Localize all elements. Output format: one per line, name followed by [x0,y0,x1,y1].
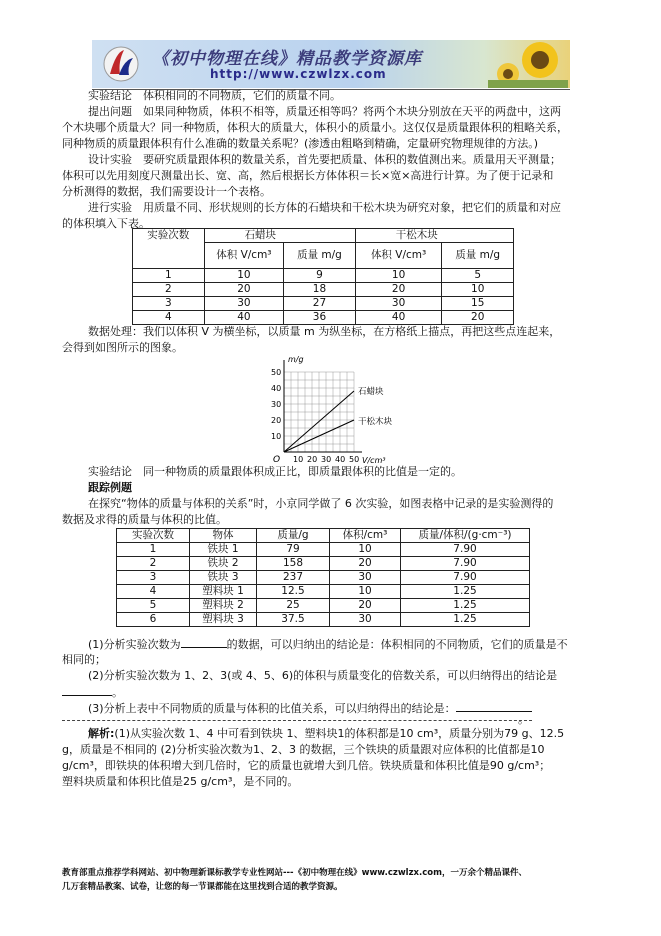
table2-header: 体积/cm³ [330,529,401,543]
design-line-3: 分析测得的数据，我们需要设计一个表格。 [62,185,271,198]
table-cell: 1 [133,269,205,283]
table-cell: 18 [284,283,356,297]
table-header-row [117,529,530,543]
table1-header-wax: 石蜡块 [204,229,355,243]
table-cell: 铁块 2 [190,557,257,571]
analysis-text-1: (1)从实验次数 1、4 中可看到铁块 1、塑料块1的体积都是10 cm³，质量分别为79 g、12.5 [114,727,565,740]
page-footer [62,866,602,894]
table-cell: 3 [117,571,190,585]
banner-url: http://www.czwlzx.com [210,67,387,81]
analysis-line-1 [88,726,564,742]
table-cell: 塑料块 3 [190,613,257,627]
question-line-1: 提出问题 如果同种物质，体积不相等，质量还相等吗？将两个木块分别放在天平的两盘中，这两 [88,105,561,118]
table-cell: 1 [117,543,190,557]
question-1 [88,636,568,653]
question-3 [88,700,532,717]
dashed-divider [62,720,532,722]
table-row [117,599,530,613]
table-cell: 6 [117,613,190,627]
table-cell: 2 [117,557,190,571]
table-cell: 12.5 [257,585,330,599]
table-cell: 9 [284,269,356,283]
conclusion-1: 实验结论 体积相同的不同物质，它们的质量不同。 [88,89,341,102]
graph-grid [284,372,354,452]
x-tick: 10 [293,455,304,464]
footer-line-1: 教育部重点推荐学科网站、初中物理新课标教学专业性网站---《初中物理在线》www.czwlzx.com，一万余个精品课件、 [62,868,527,878]
question-1-suffix: 的数据，可以归纳出的结论是：体积相同的不同物质，它们的质量是不 [226,638,568,651]
example-line-2: 数据及求得的质量与体积的比值。 [62,513,227,526]
table-row [117,613,530,627]
y-tick: 40 [271,384,282,393]
table-row [133,283,514,297]
table1-header-mass: 质量 m/g [442,243,514,269]
table2-header: 质量/g [257,529,330,543]
example-line-1: 在探究“物体的质量与体积的关系”时，小京同学做了 6 次实验，如图表格中记录的是实验测得的 [88,497,554,510]
mass-volume-graph [262,352,437,470]
table-cell: 20 [330,599,401,613]
table-cell: 40 [355,311,442,325]
graph-ylabel: m/g [288,355,304,364]
x-tick: 50 [349,455,360,464]
answer-blank[interactable] [456,700,532,712]
question-2: (2)分析实验次数为 1、2、3(或 4、5、6)的体积与质量变化的倍数关系，可以归纳得出的结论是 [88,669,558,682]
table-cell: 2 [133,283,205,297]
x-tick: 20 [307,455,318,464]
table-cell: 5 [442,269,514,283]
table-cell: 37.5 [257,613,330,627]
table-cell: 20 [330,557,401,571]
table2-header: 质量/体积/(g·cm⁻³) [401,529,530,543]
header-banner [92,40,570,88]
answer-blank[interactable] [62,684,112,696]
table1-header-vol: 体积 V/cm³ [204,243,284,269]
design-line-2: 体积可以先用刻度尺测量出长、宽、高，然后根据长方体体积＝长×宽×高进行计算。为了便于记录和 [62,169,554,182]
banner-title: 《初中物理在线》精品教学资源库 [152,49,422,69]
table-cell: 10 [355,269,442,283]
table-cell: 铁块 1 [190,543,257,557]
table-row [133,297,514,311]
question-2-blank-line [62,684,123,701]
question-3-prefix: (3)分析上表中不同物质的质量与体积的比值关系，可以归纳得出的结论是： [88,702,456,715]
table-cell: 15 [442,297,514,311]
table-cell: 237 [257,571,330,585]
table-cell: 3 [133,297,205,311]
table-cell: 10 [330,543,401,557]
data-processing-line-2: 会得到如图所示的图象。 [62,341,183,354]
answer-blank[interactable] [181,636,227,648]
table-cell: 1.25 [401,585,530,599]
table-cell: 158 [257,557,330,571]
table1-header-vol: 体积 V/cm³ [355,243,442,269]
question-line-3: 同种物质的质量跟体积有什么准确的数量关系呢？(渗透由粗略到精确，定量研究物理规律的方法。) [62,137,539,150]
table1-header-wood: 干松木块 [355,229,513,243]
table-cell: 36 [284,311,356,325]
table-cell: 30 [355,297,442,311]
table-cell: 1.25 [401,613,530,627]
analysis-line-3: g/cm³，即铁块的体积增大到几倍时，它的质量也就增大到几倍。铁块质量和体积比值是90 g/cm³； [62,759,551,772]
analysis-label: 解析: [88,727,115,740]
wax-wood-table [132,228,514,325]
table-cell: 10 [442,283,514,297]
table-cell: 塑料块 1 [190,585,257,599]
analysis-line-2: g，质量是不相同的 (2)分析实验次数为1、2、3 的数据，三个铁块的质量跟对应体积的比值都是10 [62,743,545,756]
table-cell: 20 [355,283,442,297]
y-tick: 20 [271,416,282,425]
table-cell: 27 [284,297,356,311]
table-cell: 79 [257,543,330,557]
question-line-2: 个木块哪个质量大？同一种物质，体积大的质量大，体积小的质量小。这仅仅是质量跟体积的粗略关系， [62,121,568,134]
table-row [133,311,514,325]
table-cell: 30 [330,571,401,585]
question-1-prefix: (1)分析实验次数为 [88,638,181,651]
table-cell: 7.90 [401,543,530,557]
table-cell: 30 [330,613,401,627]
table-cell: 10 [204,269,284,283]
table-cell: 25 [257,599,330,613]
table-row [117,557,530,571]
graph-origin: O [273,455,281,465]
question-2-end: 。 [112,686,123,699]
y-tick: 30 [271,400,282,409]
table1-header-trial: 实验次数 [133,229,205,269]
experiment-line-1: 进行实验 用质量不同、形状规则的长方体的石蜡块和干松木块为研究对象，把它们的质量和对应 [88,201,561,214]
y-tick: 10 [271,432,282,441]
x-tick: 30 [321,455,332,464]
table-cell: 20 [442,311,514,325]
question-1-end: 相同的； [62,653,106,666]
table-cell: 5 [117,599,190,613]
table-cell: 10 [330,585,401,599]
table-cell: 20 [204,283,284,297]
analysis-line-4: 塑料块质量和体积比值是25 g/cm³，是不同的。 [62,775,299,788]
table-cell: 7.90 [401,557,530,571]
design-line-1: 设计实验 要研究质量跟体积的数量关系，首先要把质量、体积的数值测出来。质量用天平测量； [88,153,561,166]
table-cell: 4 [117,585,190,599]
table-cell: 4 [133,311,205,325]
wood-line-label: 干松木块 [358,417,393,427]
iron-plastic-table [116,528,530,627]
table2-header: 实验次数 [117,529,190,543]
table1-header-mass: 质量 m/g [284,243,356,269]
question-3-end: 。 [518,713,529,726]
experiment-line-2: 的体积填入下表。 [62,217,150,230]
table2-header: 物体 [190,529,257,543]
table-cell: 铁块 3 [190,571,257,585]
table-row [133,269,514,283]
table-row [117,585,530,599]
table-cell: 塑料块 2 [190,599,257,613]
conclusion-2: 实验结论 同一种物质的质量跟体积成正比，即质量跟体积的比值是一定的。 [88,465,462,478]
table-row [117,571,530,585]
graph-xlabel: V/cm³ [362,456,386,465]
logo-icon [102,44,140,84]
table-cell: 40 [204,311,284,325]
table-cell: 7.90 [401,571,530,585]
section-heading: 跟踪例题 [88,481,132,494]
x-tick: 40 [335,455,346,464]
table-cell: 30 [204,297,284,311]
wax-line-label: 石蜡块 [358,387,384,397]
footer-line-2: 几万套精品教案、试卷，让您的每一节课都能在这里找到合适的教学资源。 [62,882,343,892]
data-processing-line-1: 数据处理：我们以体积 V 为横坐标，以质量 m 为纵坐标，在方格纸上描点，再把这些点连起来， [88,325,561,338]
table-row [117,543,530,557]
sunflower-icon [488,40,568,88]
y-tick: 50 [271,368,282,377]
table-cell: 1.25 [401,599,530,613]
